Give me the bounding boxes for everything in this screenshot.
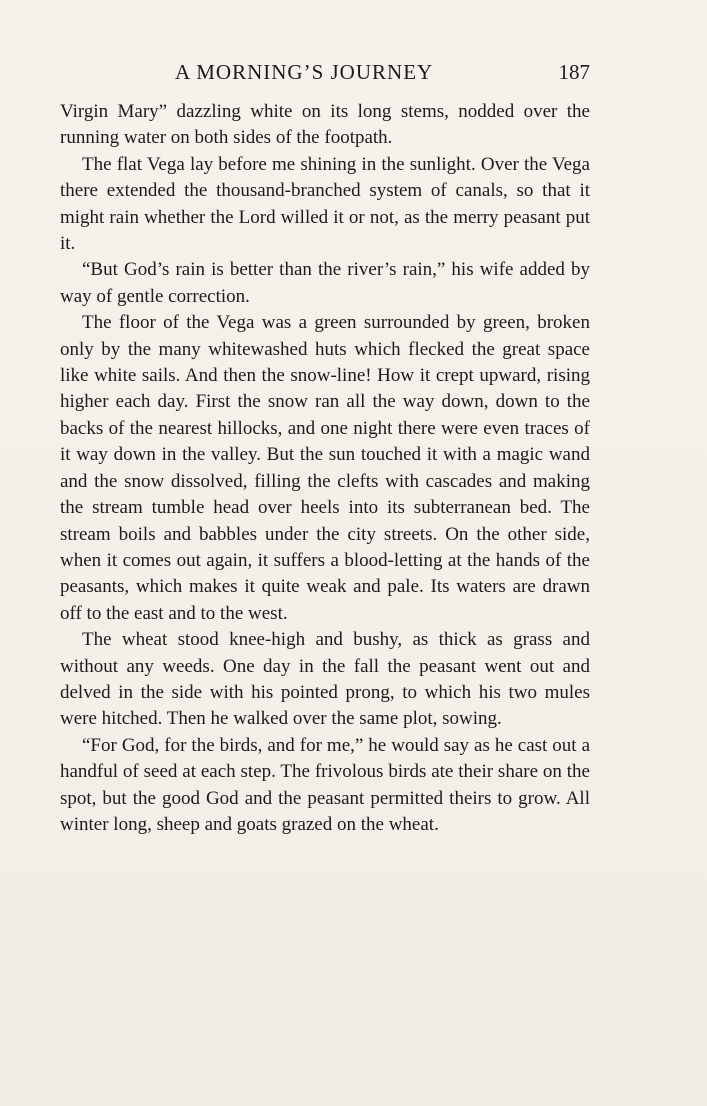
page-header [60,60,590,90]
body-text [60,99,590,838]
paragraph: The floor of the Vega was a green surrounded by green, broken only by the many whitewashed huts which flecked the great space like white sails. And then the snow-line! How it crept upward, rising higher each day. First the snow ran all the way down, down to the backs of the nearest hillocks, and one night there were even traces of it way down in the valley. But the sun touched it with a magic wand and the snow dissolved, filling the clefts with cascades and making the stream tumble head over heels into its subterranean bed. The stream boils and babbles under the city streets. On the other side, when it comes out again, it suffers a blood-letting at the hands of the peasants, which makes it quite weak and pale. Its waters are drawn off to the east and to the west. [60,312,590,624]
paragraph: The wheat stood knee-high and bushy, as thick as grass and without any weeds. One day in the fall the peasant went out and delved in the side with his pointed prong, to which his two mules were hitched. Then he walked over the same plot, sowing. [60,629,590,730]
paragraph: “But God’s rain is better than the river’s rain,” his wife added by way of gentle correction. [60,259,590,307]
running-head: A MORNING’S JOURNEY [175,60,434,84]
page-number: 187 [558,60,590,84]
paragraph: The flat Vega lay before me shining in the sunlight. Over the Vega there extended the thousand-branched system of canals, so that it might rain whether the Lord willed it or not, as the merry peasant put it. [60,153,590,255]
paragraph: “For God, for the birds, and for me,” he would say as he cast out a handful of seed at each step. The frivolous birds ate their share on the spot, but the good God and the peasant permitted theirs to grow. All winter long, sheep and goats grazed on the wheat. [60,734,590,835]
paragraph-continuation: Virgin Mary” dazzling white on its long stems, nodded over the running water on both sides of the footpath. [60,101,590,149]
